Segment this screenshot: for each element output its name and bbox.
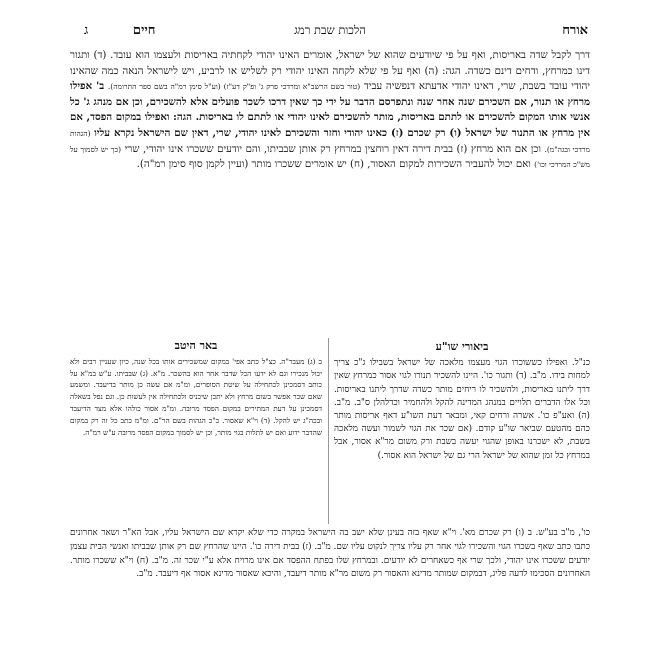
main-paragraph xyxy=(70,48,590,173)
main-text-part-2: ב' אפילו מרחץ או תנור, אם השכירם שנה אחר שנה ונתפרסם הדבר על ידי כך שאין דרכו לשכר פועלים אלא להשכירם, וכן אם מנהג ג' כל אנשי אותו המקום להשכירם או לתתם באריסות, מותר להשכירם לאינו יהודי או לתתם לו באריסות. הגה: ואפילו במקום הפסד, אם אין מרחץ או התנור של ישראל (ו) רק שכרם (ז) כאינו יהודי וחזר והשכירם לאינו יהודי, שרי, דאין שם הישראל נקרא עליו xyxy=(70,80,590,139)
bottom-commentary-text: כו', מ"ב בע"ש. ב (ו) רק שכרם מא'. וי"א שאף בזה בעינן שלא ישב בה הישראל במקרה כדי שלא יקרא שם הישראל עליו, אבל הא"ר ושאר אחרונים כתבו כתב שאף בשכרו הגוי והשכירו לגוי אחר רק עליו צריך לנקוט עליו שם. מ"ב. (ז) בבית דירה כו'. היינו שהרחץ שם רק אותן שבביתו ואנשי הבית עצמן יודעים ששכרו אינו יהודי, ולכך שרי אף כשאחרים לא יודעים. ובמרחץ שלו בפתח ההפסד אם אינו מרויח אלא ע"י שכר זה. מ"ב. (ח) וי"א ששכרו מותר. האחרונים הסכימו לדעה פליג, דבמקום שמותר מדינא והאסור רק משום מר"א מותר דיעבד, והיכא שאסור מדינא אסור אף דיעבד. מ"ב. xyxy=(70,528,590,580)
commentary-biurei-shua xyxy=(334,340,590,463)
column-divider xyxy=(328,338,329,524)
book-page xyxy=(70,22,590,640)
bottom-commentary xyxy=(70,527,590,582)
main-text xyxy=(70,48,590,173)
commentary-biurei-text: כנ"ל. ואפילו כששוכרו הגוי מעצמו מלאכה של ישראל בשבילו ג"כ צריך למחות בידו. מ"ב. (ד) ותגור כו'. היינו להשכיר תנורו לגוי אסור כמרחץ שאין דרך ליתנו באריסות, ולהשכיר לו ריחים מותר כשדה שדרך ליתנו באריסות. וכל אלו הדברים תלויים במנהג המדינה להקל ולהחמיר וכדלהלן ס"ב. מ"ב. (ה) ואע"פ כו'. אשרה ורחים קאי, ומבאר דעת השו"ע דאף אריסות מותר כהם מהטעם שביאר שו"ע קודם. (אם שכר את הגוי לשמור ועשה מלאכה בשבת, לא ישכרנו באופן שהגוי יעשה בשבת ורק משום מר"א אסור, אבל במרחץ כל זמן שהוא של ישראל הרי גם של ישראל הוא אסור.) xyxy=(334,358,590,461)
commentary-baer-text: ב (ג) מעבר"ה. כצ"ל כתב אפי' במקום שמשכירים אותו בכל שנה, כיון שעניין רבים ולא יכול מנכירו וגם לא ידעו הכל שדבר אחר הוא בהשכר. מ"א. (ג) שבביתו. ע"ש במ"א על כותב דסמכינן לכתחילה על שיטת הסופרים, ומ"מ אם עשה כן מותר בדיעבד. ומשמע שאם שכר אפשר בשום מרחץ ולא יתכן שיכניס ולכתחילה אין לעשות כן. וגם נפל בשאלה דסמכינן על דעת המתירים במקום הפסד מרובה. ומ"מ אסור כולהו אלא מצד הדיעבד ובכה"ג יש להקל. (ד) וי"א שאסור. כ"כ הגהות בשם הר"ם. ומ"מ כתב כל זה רק במקום שהדבר ידוע ואם יש לתלות בגוי מותר, וכן יש לסמוך במקום הפסד מרובה ע"ש רמ"ה. xyxy=(70,356,322,437)
commentary-heading-biurei: ביאורי שו"ע xyxy=(435,340,489,353)
header-chapter-block xyxy=(84,22,155,38)
main-text-part-4: ואם יכול להעביר השכירות למקום האסור, (ח) יש אומרים ששכרו מותר (ועיין לקמן סוף סימן רמ"ה). xyxy=(136,159,531,171)
main-source-note-2: (הגהות מרדכי ובגה"מ). xyxy=(70,128,590,154)
header-chapter: חיים xyxy=(132,23,156,38)
main-source-note-1: (טור בשם הרשב"א ומרדכי פרק ג' ופ"ק דע"ז) (וע"ל סימן רמ"ה בשם ספר התרומה). xyxy=(107,82,361,92)
header-book-name: אורח xyxy=(562,23,588,38)
page-header xyxy=(70,22,590,42)
main-text-part-1: דרך לקבל שדה באריסות, ואף על פי שיודעים שהוא של ישראל, אומרים האינו יהודי לקחתיה באריסות ולעצמו הוא עובד. (ד) ותגור דינו כמרחץ, ודחים דינם כשדה. הגה: (ה) ואף על פי שלא לקחה האינו יהודי רק לשליש או לרביע, ויש לישראל הנאה כמה שהאינו יהודי עובד בשבת, שרי, דאינו יהודי אדעתא דנפשיה עביד xyxy=(70,50,590,93)
commentary-heading-baer: באר היטב xyxy=(174,339,218,352)
main-text-part-3: וכן אם הוא מרחץ (ז) בבית דירה דאין רוחצין במרחץ רק אותן שבביתו, והם יודעים ששכרו אינו יהודי, שרי xyxy=(124,143,541,155)
header-running-title: הלכות שבת רמג xyxy=(294,23,366,37)
main-source-note-3: (כך יש לסמוך על מש"כ המרדכי וכו') xyxy=(70,144,590,170)
commentary-baer-heitev xyxy=(70,340,322,438)
header-page-letter: ג xyxy=(84,23,89,38)
